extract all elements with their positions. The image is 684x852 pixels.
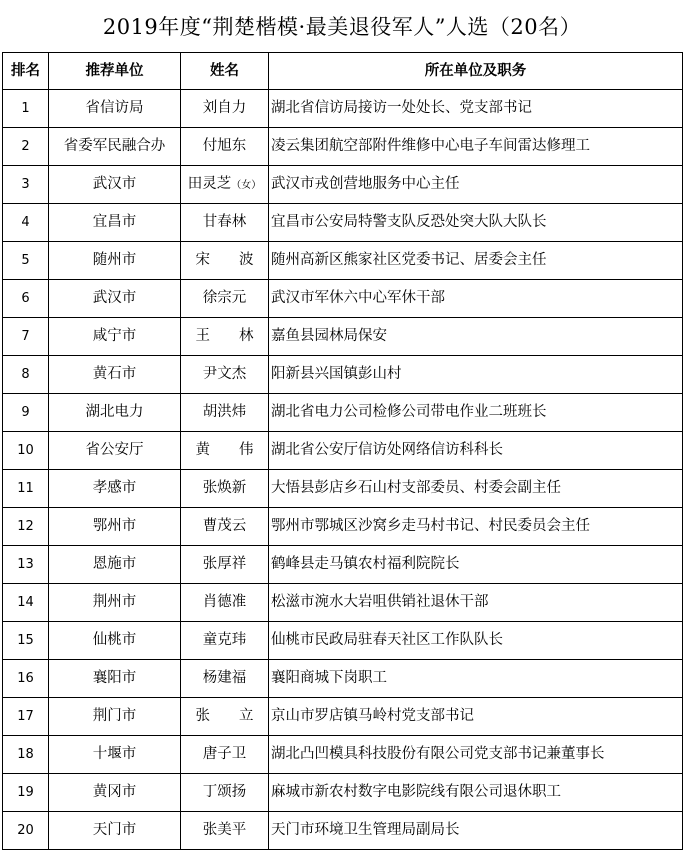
position-cell: 随州高新区熊家社区党委书记、居委会主任 <box>269 242 683 280</box>
header-rank: 排名 <box>3 53 49 90</box>
name-cell <box>181 546 269 584</box>
unit-cell: 省委军民融合办 <box>49 128 181 166</box>
position-cell: 宜昌市公安局特警支队反恐处突大队大队长 <box>269 204 683 242</box>
rank-cell: 16 <box>3 660 49 698</box>
rank-cell: 10 <box>3 432 49 470</box>
name-cell <box>181 318 269 356</box>
position-cell: 仙桃市民政局驻春天社区工作队队长 <box>269 622 683 660</box>
unit-cell: 宜昌市 <box>49 204 181 242</box>
rank-cell: 11 <box>3 470 49 508</box>
rank-cell: 3 <box>3 166 49 204</box>
position-cell: 麻城市新农村数字电影院线有限公司退休职工 <box>269 774 683 812</box>
person-name: 王 林 <box>195 328 254 345</box>
name-cell <box>181 394 269 432</box>
position-cell: 湖北凸凹模具科技股份有限公司党支部书记兼董事长 <box>269 736 683 774</box>
table-row <box>3 774 683 812</box>
person-name: 徐宗元 <box>202 290 247 307</box>
table-row <box>3 660 683 698</box>
name-cell <box>181 736 269 774</box>
rank-cell: 7 <box>3 318 49 356</box>
person-name: 付旭东 <box>202 138 247 155</box>
name-cell <box>181 128 269 166</box>
table-row <box>3 736 683 774</box>
unit-cell: 黄冈市 <box>49 774 181 812</box>
table-row <box>3 470 683 508</box>
name-cell <box>181 242 269 280</box>
person-name: 黄 伟 <box>195 442 254 459</box>
table-row <box>3 356 683 394</box>
unit-cell: 武汉市 <box>49 166 181 204</box>
position-cell: 武汉市军休六中心军休干部 <box>269 280 683 318</box>
rank-cell: 14 <box>3 584 49 622</box>
unit-cell: 省公安厅 <box>49 432 181 470</box>
rank-cell: 12 <box>3 508 49 546</box>
table-row <box>3 318 683 356</box>
rank-cell: 2 <box>3 128 49 166</box>
position-cell: 襄阳商城下岗职工 <box>269 660 683 698</box>
unit-cell: 荆州市 <box>49 584 181 622</box>
table-row <box>3 508 683 546</box>
name-cell <box>181 812 269 850</box>
person-name: 尹文杰 <box>202 366 247 383</box>
rank-cell: 17 <box>3 698 49 736</box>
person-name: 杨建福 <box>202 670 247 687</box>
name-cell <box>181 508 269 546</box>
person-name: 曹茂云 <box>202 518 247 535</box>
rank-cell: 19 <box>3 774 49 812</box>
person-name: 田灵芝 <box>187 176 232 193</box>
position-cell: 湖北省信访局接访一处处长、党支部书记 <box>269 90 683 128</box>
name-cell <box>181 622 269 660</box>
unit-cell: 鄂州市 <box>49 508 181 546</box>
table-row <box>3 622 683 660</box>
table-header-row <box>3 53 683 90</box>
header-name: 姓名 <box>181 53 269 90</box>
position-cell: 天门市环境卫生管理局副局长 <box>269 812 683 850</box>
unit-cell: 咸宁市 <box>49 318 181 356</box>
table-row <box>3 166 683 204</box>
person-name: 唐子卫 <box>202 746 247 763</box>
unit-cell: 随州市 <box>49 242 181 280</box>
unit-cell: 武汉市 <box>49 280 181 318</box>
rank-cell: 15 <box>3 622 49 660</box>
person-name: 张 立 <box>195 708 254 725</box>
rank-cell: 8 <box>3 356 49 394</box>
table-row <box>3 90 683 128</box>
unit-cell: 十堰市 <box>49 736 181 774</box>
position-cell: 湖北省电力公司检修公司带电作业二班班长 <box>269 394 683 432</box>
position-cell: 武汉市戎创营地服务中心主任 <box>269 166 683 204</box>
gender-note: （女） <box>231 180 262 192</box>
name-cell <box>181 204 269 242</box>
rank-cell: 9 <box>3 394 49 432</box>
position-cell: 大悟县彭店乡石山村支部委员、村委会副主任 <box>269 470 683 508</box>
position-cell: 嘉鱼县园林局保安 <box>269 318 683 356</box>
header-unit: 推荐单位 <box>49 53 181 90</box>
person-name: 肖德准 <box>202 594 247 611</box>
table-row <box>3 698 683 736</box>
name-cell <box>181 698 269 736</box>
table-row <box>3 128 683 166</box>
person-name: 张厚祥 <box>202 556 247 573</box>
position-cell: 鹤峰县走马镇农村福利院院长 <box>269 546 683 584</box>
unit-cell: 孝感市 <box>49 470 181 508</box>
rank-cell: 5 <box>3 242 49 280</box>
page-title: 2019年度“荆楚楷模·最美退役军人”人选（20名） <box>102 15 582 39</box>
name-cell <box>181 584 269 622</box>
position-cell: 京山市罗店镇马岭村党支部书记 <box>269 698 683 736</box>
name-cell <box>181 432 269 470</box>
name-cell <box>181 166 269 204</box>
table-row <box>3 812 683 850</box>
unit-cell: 荆门市 <box>49 698 181 736</box>
rank-cell: 13 <box>3 546 49 584</box>
person-name: 刘自力 <box>202 100 247 117</box>
unit-cell: 省信访局 <box>49 90 181 128</box>
table-row <box>3 280 683 318</box>
person-name: 胡洪炜 <box>202 404 247 421</box>
table-row <box>3 432 683 470</box>
person-name: 童克玮 <box>202 632 247 649</box>
person-name: 张美平 <box>202 822 247 839</box>
unit-cell: 天门市 <box>49 812 181 850</box>
table-row <box>3 242 683 280</box>
table-row <box>3 584 683 622</box>
position-cell: 鄂州市鄂城区沙窝乡走马村书记、村民委员会主任 <box>269 508 683 546</box>
rank-cell: 1 <box>3 90 49 128</box>
unit-cell: 恩施市 <box>49 546 181 584</box>
table-body <box>3 90 683 850</box>
person-name: 丁颂扬 <box>202 784 247 801</box>
unit-cell: 黄石市 <box>49 356 181 394</box>
unit-cell: 襄阳市 <box>49 660 181 698</box>
candidates-table <box>2 52 683 850</box>
position-cell: 凌云集团航空部附件维修中心电子车间雷达修理工 <box>269 128 683 166</box>
unit-cell: 湖北电力 <box>49 394 181 432</box>
name-cell <box>181 470 269 508</box>
person-name: 甘春林 <box>202 214 247 231</box>
position-cell: 阳新县兴国镇彭山村 <box>269 356 683 394</box>
rank-cell: 6 <box>3 280 49 318</box>
name-cell <box>181 774 269 812</box>
name-cell <box>181 660 269 698</box>
name-cell <box>181 90 269 128</box>
person-name: 宋 波 <box>195 252 254 269</box>
table-row <box>3 394 683 432</box>
table-row <box>3 546 683 584</box>
unit-cell: 仙桃市 <box>49 622 181 660</box>
rank-cell: 4 <box>3 204 49 242</box>
position-cell: 湖北省公安厅信访处网络信访科科长 <box>269 432 683 470</box>
person-name: 张焕新 <box>202 480 247 497</box>
name-cell <box>181 280 269 318</box>
position-cell: 松滋市涴水大岩咀供销社退休干部 <box>269 584 683 622</box>
table-row <box>3 204 683 242</box>
rank-cell: 18 <box>3 736 49 774</box>
header-position: 所在单位及职务 <box>269 53 683 90</box>
name-cell <box>181 356 269 394</box>
rank-cell: 20 <box>3 812 49 850</box>
